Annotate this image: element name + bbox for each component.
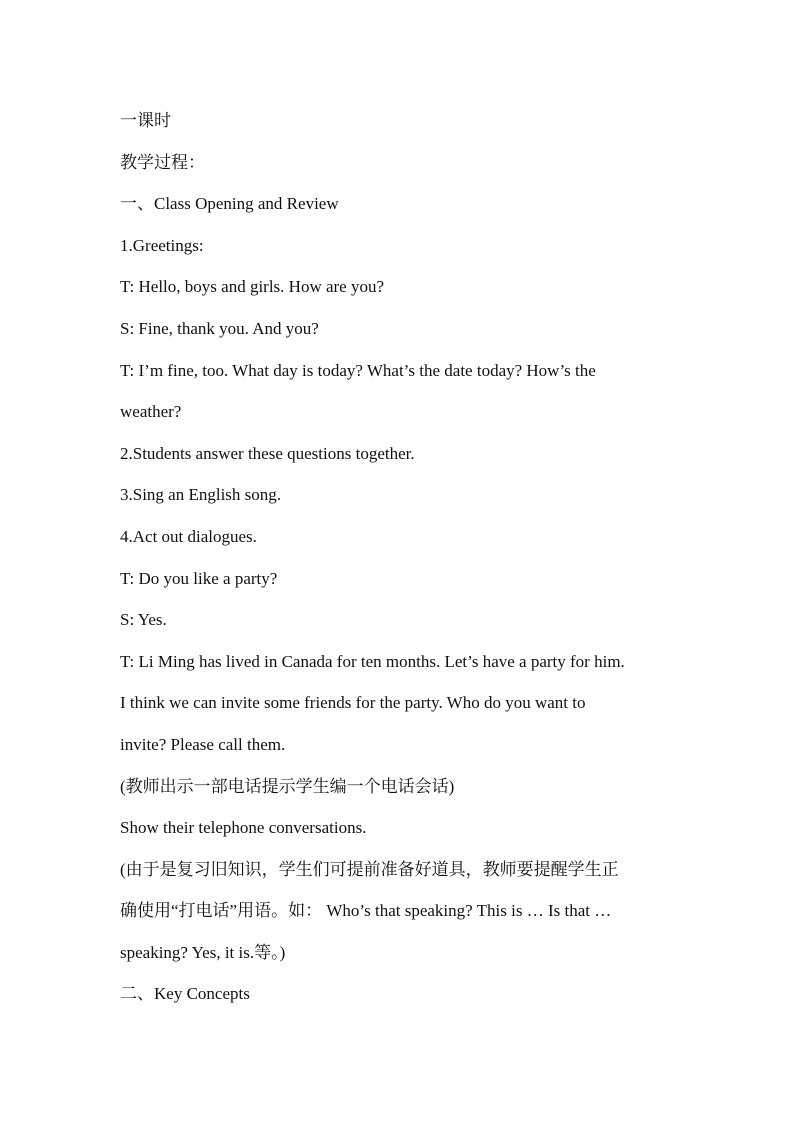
teacher-note: (由于是复习旧知识，学生们可提前准备好道具，教师要提醒学生正 bbox=[120, 859, 619, 879]
document-body bbox=[120, 100, 680, 1015]
dialogue-line: T: Li Ming has lived in Canada for ten months. Let’s have a party for him. bbox=[120, 651, 625, 671]
lesson-period-line: 一课时 bbox=[120, 111, 171, 130]
teacher-note: (教师出示一部电话提示学生编一个电话会话) bbox=[120, 776, 455, 796]
greetings-item: 1.Greetings: bbox=[120, 235, 204, 255]
teacher-note-continued: speaking? Yes, it is.等。) bbox=[120, 942, 286, 962]
dialogue-line-continued: I think we can invite some friends for the party. Who do you want to bbox=[120, 693, 586, 713]
dialogue-line: S: Fine, thank you. And you? bbox=[120, 318, 319, 338]
dialogue-line-continued: invite? Please call them. bbox=[120, 734, 286, 754]
teaching-process-heading: 教学过程： bbox=[120, 152, 205, 172]
section-one-heading: 一、Class Opening and Review bbox=[120, 194, 339, 214]
teacher-note-continued: 确使用“打电话”用语。如： Who’s that speaking? This is … Is that … bbox=[120, 901, 612, 921]
dialogue-line: T: Hello, boys and girls. How are you? bbox=[120, 277, 385, 297]
section-two-heading: 二、Key Concepts bbox=[120, 984, 250, 1004]
instruction-line: Show their telephone conversations. bbox=[120, 818, 367, 838]
dialogue-line: T: Do you like a party? bbox=[120, 568, 278, 588]
list-item: 2.Students answer these questions together. bbox=[120, 443, 415, 463]
list-item: 3.Sing an English song. bbox=[120, 485, 282, 505]
list-item: 4.Act out dialogues. bbox=[120, 526, 257, 546]
dialogue-line-continued: weather? bbox=[120, 402, 182, 422]
dialogue-line: S: Yes. bbox=[120, 610, 167, 630]
dialogue-line: T: I’m fine, too. What day is today? What’s the date today? How’s the bbox=[120, 360, 596, 380]
